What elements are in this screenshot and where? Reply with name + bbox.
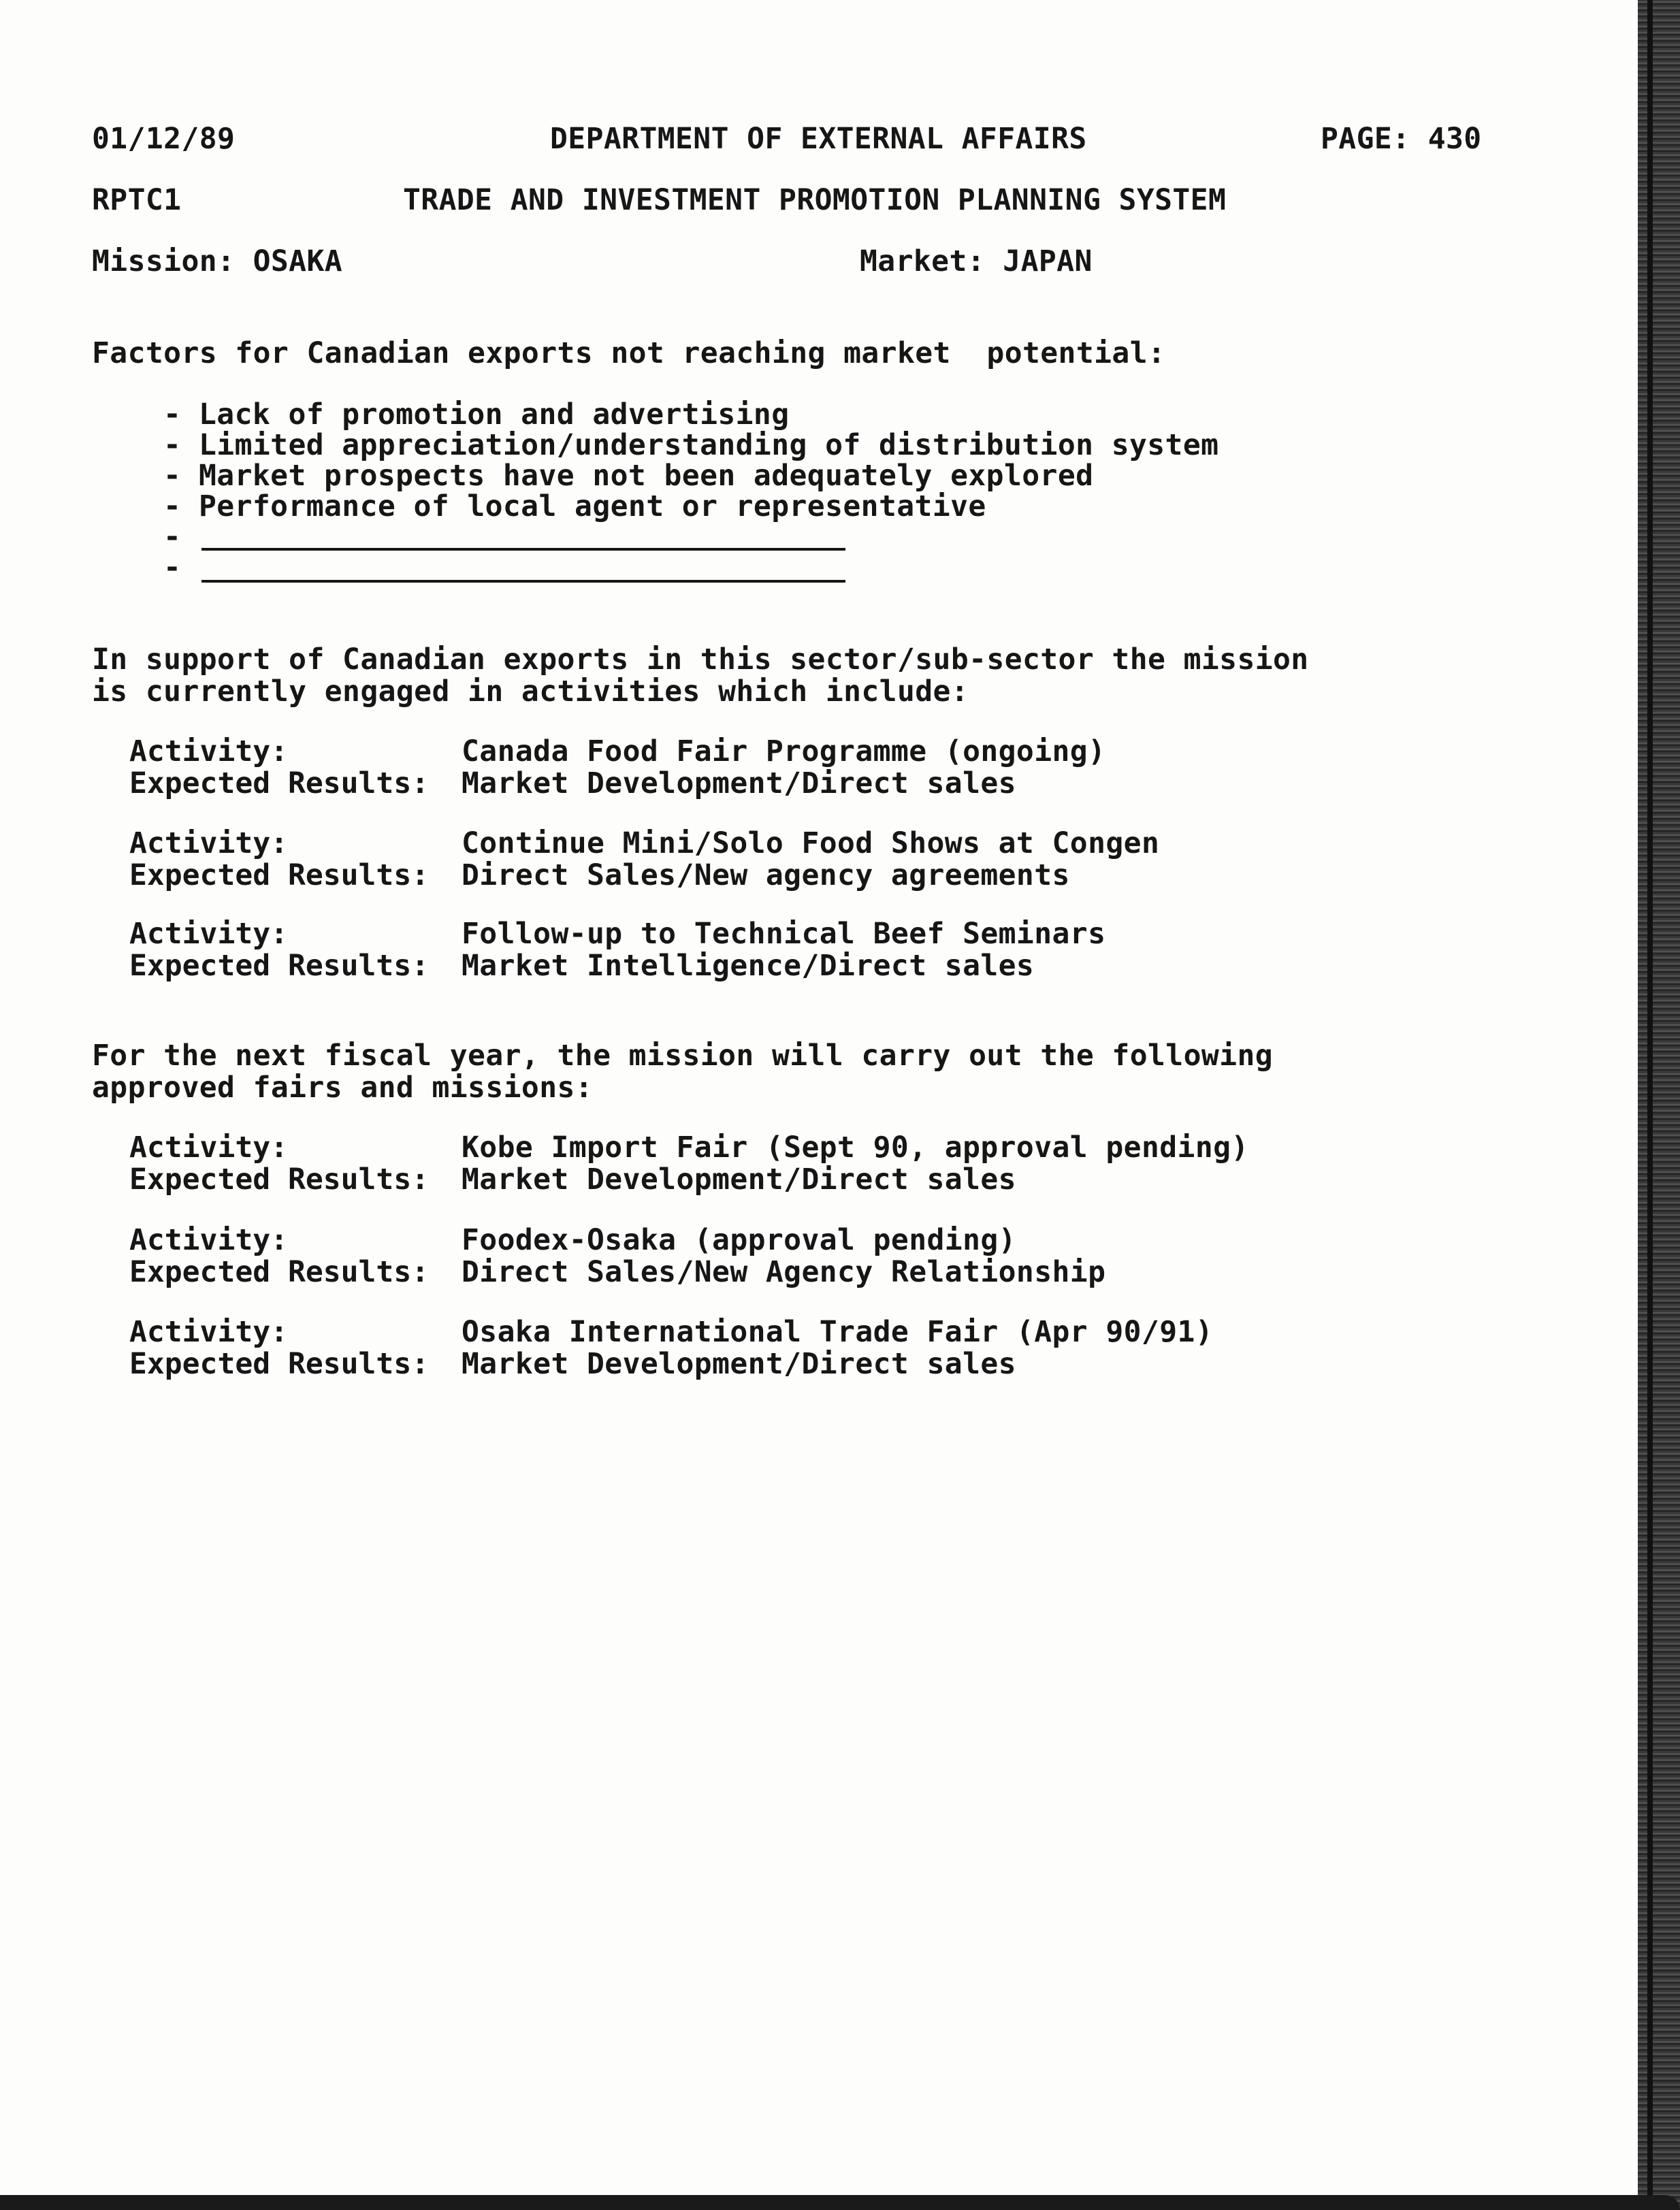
list-item: Performance of local agent or representative [199,489,986,523]
activity-label: Activity: [129,826,288,860]
expected-results-label: Expected Results: [129,1255,430,1289]
support-heading-line2: is currently engaged in activities which include: [92,675,969,709]
expected-results-text: Direct Sales/New agency agreements [462,858,1070,892]
system-title: TRADE AND INVESTMENT PROMOTION PLANNING SYSTEM [403,183,1227,217]
scan-binding-shadow [1647,0,1653,2210]
list-bullet: - [163,520,181,554]
expected-results-text: Direct Sales/New Agency Relationship [462,1255,1106,1289]
department-title: DEPARTMENT OF EXTERNAL AFFAIRS [550,122,1087,156]
list-item: Market prospects have not been adequately explored [199,459,1094,493]
scan-binding-edge [1638,0,1680,2210]
activity-label: Activity: [129,1131,288,1165]
list-item: Limited appreciation/understanding of distribution system [199,428,1219,462]
support-heading-line1: In support of Canadian exports in this sector/sub-sector the mission [92,643,1309,677]
activity-text: Continue Mini/Solo Food Shows at Congen [462,826,1160,860]
list-bullet: - [163,551,181,585]
expected-results-label: Expected Results: [129,766,430,800]
activity-text: Follow-up to Technical Beef Seminars [462,917,1106,951]
activity-text: Kobe Import Fair (Sept 90, approval pending) [462,1131,1249,1165]
blank-line [201,580,845,583]
list-bullet: - [163,459,181,493]
activity-text: Canada Food Fair Programme (ongoing) [462,734,1106,768]
list-bullet: - [163,428,181,462]
expected-results-label: Expected Results: [129,858,430,892]
expected-results-text: Market Development/Direct sales [462,766,1016,800]
expected-results-label: Expected Results: [129,1347,430,1381]
activity-label: Activity: [129,734,288,768]
expected-results-text: Market Development/Direct sales [462,1163,1016,1197]
expected-results-text: Market Development/Direct sales [462,1347,1016,1381]
report-date: 01/12/89 [92,122,236,156]
expected-results-label: Expected Results: [129,949,430,983]
list-item: Lack of promotion and advertising [199,397,790,432]
list-bullet: - [163,397,181,432]
blank-line [201,548,845,551]
activity-label: Activity: [129,1223,288,1257]
activity-text: Foodex-Osaka (approval pending) [462,1223,1016,1257]
page-number: PAGE: 430 [1321,122,1482,156]
scan-bottom-edge [0,2195,1680,2210]
activity-label: Activity: [129,1315,288,1349]
next-year-heading-line1: For the next fiscal year, the mission will carry out the following [92,1039,1274,1073]
factors-heading: Factors for Canadian exports not reaching market potential: [92,336,1166,370]
next-year-heading-line2: approved fairs and missions: [92,1071,594,1105]
expected-results-text: Market Intelligence/Direct sales [462,949,1035,983]
market-label: Market: JAPAN [860,244,1093,278]
expected-results-label: Expected Results: [129,1163,430,1197]
mission-label: Mission: OSAKA [92,244,343,278]
list-bullet: - [163,489,181,523]
activity-text: Osaka International Trade Fair (Apr 90/91) [462,1315,1214,1349]
activity-label: Activity: [129,917,288,951]
report-code: RPTC1 [92,183,182,217]
